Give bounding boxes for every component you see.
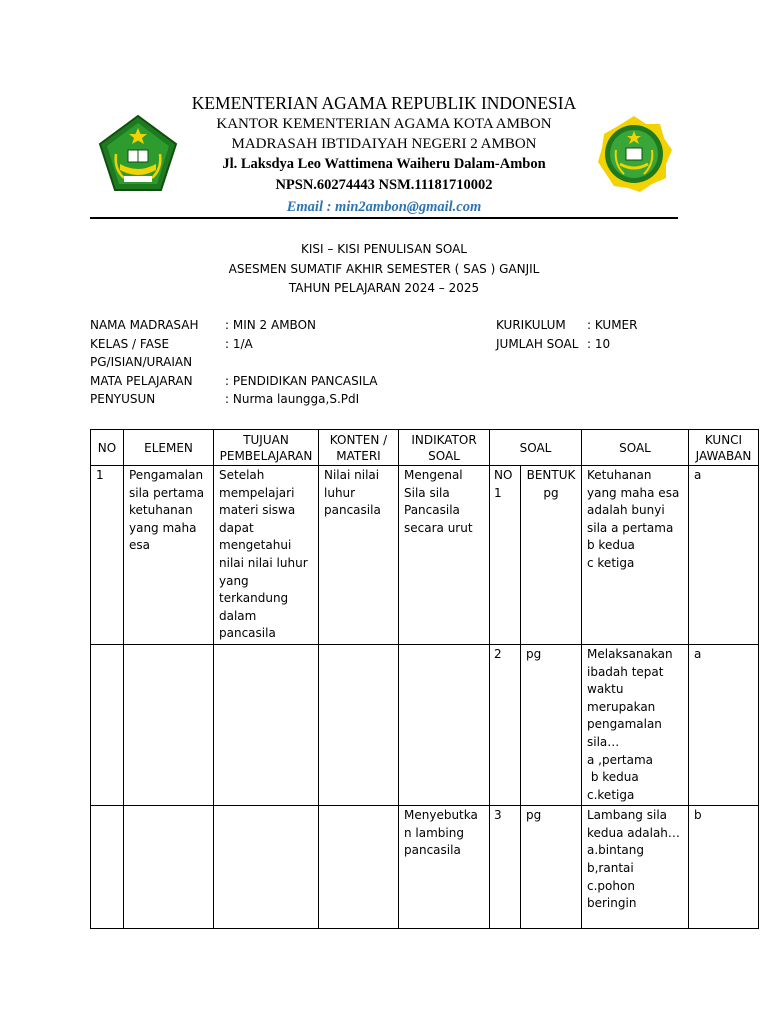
letterhead bbox=[90, 92, 678, 220]
cell-soal-no: 3 bbox=[490, 806, 521, 929]
table-row bbox=[91, 806, 759, 929]
cell-tujuan bbox=[214, 806, 319, 929]
school-name: MADRASAH IBTIDAIYAH NEGERI 2 AMBON bbox=[231, 136, 537, 152]
cell-soal bbox=[582, 644, 689, 805]
cell-kunci: a bbox=[689, 644, 759, 805]
info-label: PENYUSUN bbox=[90, 392, 156, 406]
table-row bbox=[91, 466, 759, 645]
soal-line: b kedua bbox=[587, 538, 635, 553]
ministry-name: KEMENTERIAN AGAMA REPUBLIK INDONESIA bbox=[191, 93, 577, 113]
soal-line: c.ketiga bbox=[587, 787, 635, 802]
soal-line: Lambang sila kedua adalah… bbox=[587, 808, 680, 840]
cell-konten bbox=[319, 644, 399, 805]
info-value: : PENDIDIKAN PANCASILA bbox=[225, 373, 378, 388]
title-line-1: KISI – KISI PENULISAN SOAL bbox=[301, 242, 467, 256]
cell-tujuan: Setelah mempelajari materi siswa dapat mengetahui nilai nilai luhur yang terkandung dalam pancasila bbox=[214, 466, 319, 645]
info-left bbox=[90, 316, 490, 409]
cell-konten bbox=[319, 806, 399, 929]
info-right bbox=[496, 316, 696, 353]
info-row-penyusun bbox=[90, 390, 490, 409]
header-elemen: ELEMEN bbox=[124, 430, 214, 466]
info-row-kelas bbox=[90, 335, 490, 354]
cell-elemen bbox=[124, 806, 214, 929]
info-label: NAMA MADRASAH bbox=[90, 318, 199, 332]
soal-no-label: NO bbox=[494, 468, 513, 482]
table-header-row bbox=[91, 430, 759, 466]
school-ids: NPSN.60274443 NSM.11181710002 bbox=[275, 177, 493, 193]
cell-bentuk bbox=[521, 466, 582, 645]
header-indikator: INDIKATOR SOAL bbox=[399, 430, 490, 466]
info-label: PG/ISIAN/URAIAN bbox=[90, 355, 193, 369]
cell-konten: Nilai nilai luhur pancasila bbox=[319, 466, 399, 645]
info-row-mapel bbox=[90, 372, 490, 391]
info-value: : 1/A bbox=[225, 336, 253, 351]
info-value: : 10 bbox=[587, 336, 611, 351]
title-line-3: TAHUN PELAJARAN 2024 – 2025 bbox=[288, 281, 480, 295]
soal-no-value: 1 bbox=[494, 485, 502, 500]
info-value: : Nurma laungga,S.PdI bbox=[225, 392, 360, 406]
document-title bbox=[0, 240, 768, 299]
cell-tujuan bbox=[214, 644, 319, 805]
cell-indikator: Menyebutkan lambing pancasila bbox=[399, 806, 490, 929]
bentuk-label: BENTUK bbox=[526, 468, 576, 482]
office-name: KANTOR KEMENTERIAN AGAMA KOTA AMBON bbox=[216, 116, 552, 132]
cell-soal bbox=[582, 806, 689, 929]
cell-elemen: Pengamalan sila pertama ketuhanan yang maha esa bbox=[124, 466, 214, 645]
cell-soal-no: 2 bbox=[490, 644, 521, 805]
cell-no: 1 bbox=[91, 466, 124, 645]
header-tujuan: TUJUAN PEMBELAJARAN bbox=[214, 430, 319, 466]
info-label: MATA PELAJARAN bbox=[90, 373, 193, 388]
info-label: KELAS / FASE bbox=[90, 336, 170, 351]
info-row-bentuk bbox=[90, 353, 490, 372]
info-label: JUMLAH SOAL bbox=[496, 336, 579, 351]
cell-bentuk: pg bbox=[521, 806, 582, 929]
kisi-table bbox=[90, 429, 759, 929]
cell-soal bbox=[582, 466, 689, 645]
soal-line: b kedua bbox=[587, 770, 639, 785]
info-label: KURIKULUM bbox=[496, 318, 566, 332]
soal-line: a ,pertama bbox=[587, 752, 654, 767]
cell-soal-no bbox=[490, 466, 521, 645]
header-kunci: KUNCI JAWABAN bbox=[689, 430, 759, 466]
soal-line: c.pohon beringin bbox=[587, 878, 637, 911]
school-address: Jl. Laksdya Leo Wattimena Waiheru Dalam-Ambon bbox=[222, 156, 546, 172]
cell-indikator: Mengenal Sila sila Pancasila secara urut bbox=[399, 466, 490, 645]
table-row bbox=[91, 644, 759, 805]
info-value: : MIN 2 AMBON bbox=[225, 318, 316, 332]
cell-kunci: b bbox=[689, 806, 759, 929]
title-line-2: ASESMEN SUMATIF AKHIR SEMESTER ( SAS ) GANJIL bbox=[228, 261, 540, 276]
cell-no bbox=[91, 644, 124, 805]
info-value: : KUMER bbox=[587, 318, 638, 332]
info-row-jumlah-soal bbox=[496, 335, 696, 354]
header-soal: SOAL bbox=[582, 430, 689, 466]
soal-line: b,rantai bbox=[587, 861, 634, 876]
bentuk-value: pg bbox=[543, 485, 559, 500]
soal-line: a.bintang bbox=[587, 843, 645, 858]
cell-indikator bbox=[399, 644, 490, 805]
info-row-madrasah bbox=[90, 316, 490, 335]
soal-line: c ketiga bbox=[587, 555, 635, 570]
cell-no bbox=[91, 806, 124, 929]
soal-line: Ketuhanan yang maha esa adalah bunyi sila a pertama bbox=[587, 468, 680, 535]
school-email[interactable]: Email : min2ambon@gmail.com bbox=[286, 199, 482, 215]
cell-kunci: a bbox=[689, 466, 759, 645]
header-soal-group: SOAL bbox=[490, 430, 582, 466]
header-no: NO bbox=[91, 430, 124, 466]
letterhead-divider bbox=[90, 217, 678, 219]
header-konten: KONTEN / MATERI bbox=[319, 430, 399, 466]
soal-line: Melaksanakan ibadah tepat waktu merupakan pengamalan sila… bbox=[587, 646, 673, 749]
cell-bentuk: pg bbox=[521, 644, 582, 805]
info-row-kurikulum bbox=[496, 316, 696, 335]
cell-elemen bbox=[124, 644, 214, 805]
